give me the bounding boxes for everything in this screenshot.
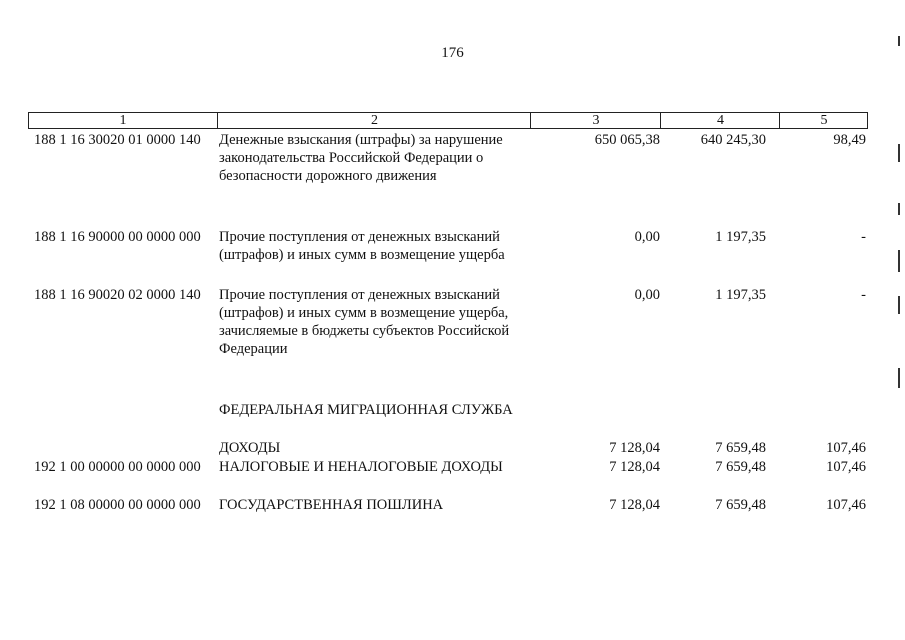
table-header-row: [28, 112, 868, 129]
value-col-4: 1 197,35: [715, 287, 766, 303]
scan-margin-mark: [898, 203, 900, 215]
value-col-4: 640 245,30: [700, 132, 766, 148]
revenue-name: ДОХОДЫ: [219, 440, 281, 456]
value-col-5: -: [861, 229, 866, 245]
scan-margin-mark: [898, 368, 900, 388]
value-col-4: 7 659,48: [715, 440, 766, 456]
page-number: 176: [441, 45, 464, 61]
scan-margin-mark: [898, 144, 900, 162]
header-col-3: 3: [530, 113, 661, 128]
revenue-name: Прочие поступления от денежных взысканий (штрафов) и иных сумм в возмещение ущерба: [219, 229, 505, 263]
budget-code: 188 1 16 90000 00 0000 000: [34, 229, 201, 245]
budget-code: 192 1 00 00000 00 0000 000: [34, 459, 201, 475]
value-col-3: 7 128,04: [609, 440, 660, 456]
revenue-name: ГОСУДАРСТВЕННАЯ ПОШЛИНА: [219, 497, 444, 513]
header-col-2: 2: [217, 113, 531, 128]
scan-margin-mark: [898, 36, 900, 46]
section-heading: ФЕДЕРАЛЬНАЯ МИГРАЦИОННАЯ СЛУЖБА: [219, 402, 513, 418]
header-col-1: 1: [119, 113, 127, 128]
value-col-5: 107,46: [826, 440, 866, 456]
header-col-5: 5: [779, 113, 868, 128]
value-col-3: 650 065,38: [594, 132, 660, 148]
value-col-3: 7 128,04: [609, 459, 660, 475]
value-col-4: 7 659,48: [715, 459, 766, 475]
value-col-5: 107,46: [826, 459, 866, 475]
budget-code: 192 1 08 00000 00 0000 000: [34, 497, 201, 513]
revenue-name: НАЛОГОВЫЕ И НЕНАЛОГОВЫЕ ДОХОДЫ: [219, 459, 503, 475]
value-col-5: 107,46: [826, 497, 866, 513]
header-col-4: 4: [660, 113, 780, 128]
value-col-4: 7 659,48: [715, 497, 766, 513]
scan-margin-mark: [898, 250, 900, 272]
budget-code: 188 1 16 30020 01 0000 140: [34, 132, 201, 148]
value-col-3: 0,00: [634, 229, 660, 245]
scan-margin-mark: [898, 296, 900, 314]
value-col-3: 7 128,04: [609, 497, 660, 513]
revenue-name: Прочие поступления от денежных взысканий (штрафов) и иных сумм в возмещение ущерба, зачисляемые в бюджеты субъектов Российской Федерации: [219, 287, 510, 357]
budget-code: 188 1 16 90020 02 0000 140: [34, 287, 201, 303]
value-col-3: 0,00: [634, 287, 660, 303]
value-col-4: 1 197,35: [715, 229, 766, 245]
value-col-5: 98,49: [833, 132, 866, 148]
value-col-5: -: [861, 287, 866, 303]
revenue-name: Денежные взыскания (штрафы) за нарушение законодательства Российской Федерации о безопасности дорожного движения: [219, 132, 503, 184]
